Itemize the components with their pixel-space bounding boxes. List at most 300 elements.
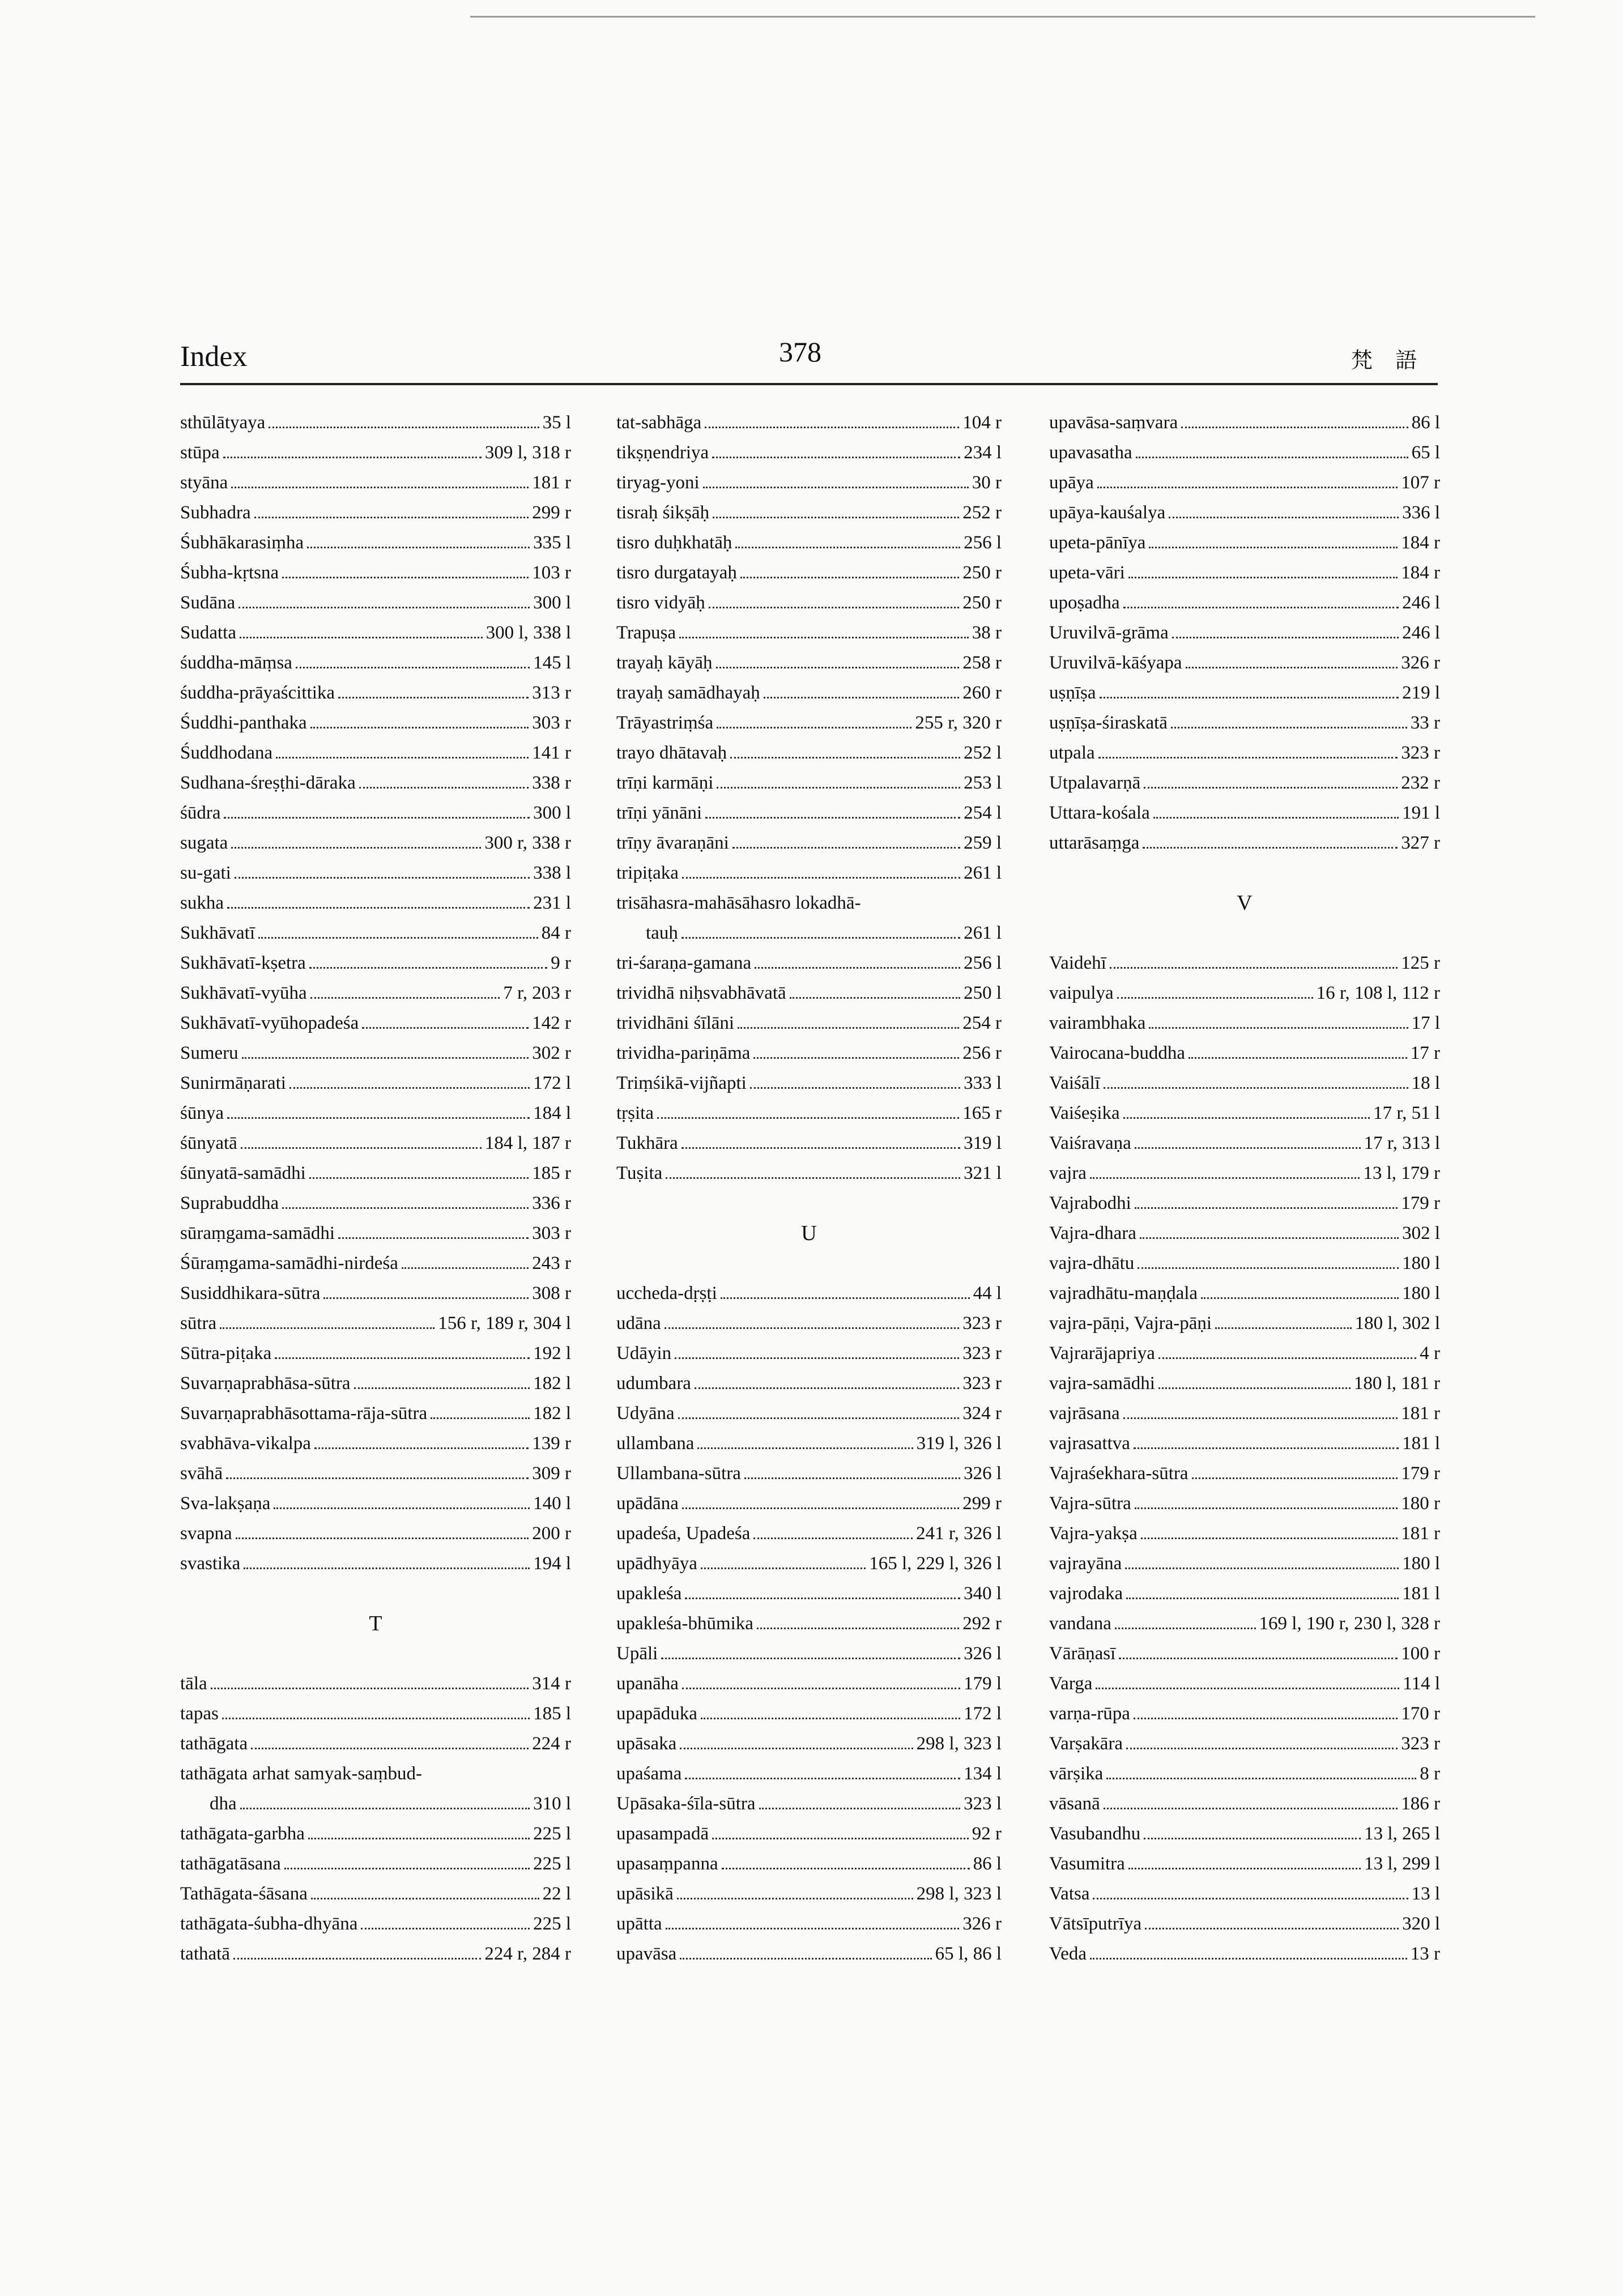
dot-leader — [254, 517, 529, 518]
dot-leader — [716, 667, 960, 668]
index-entry — [180, 528, 571, 558]
dot-leader — [231, 847, 481, 849]
entry-page-ref: 8 r — [1420, 1763, 1440, 1784]
index-entry — [1049, 1309, 1440, 1339]
index-entry — [1049, 1699, 1440, 1729]
entry-term: śūdra — [180, 803, 221, 823]
index-entry — [1049, 528, 1440, 558]
entry-page-ref: 16 r, 108 l, 112 r — [1316, 983, 1440, 1003]
index-entry — [616, 1068, 1002, 1098]
entry-term: Trāyastriṃśa — [616, 713, 714, 733]
entry-term: Subhadra — [180, 502, 251, 523]
entry-term: Sukhāvatī — [180, 923, 255, 943]
entry-term: svabhāva-vikalpa — [180, 1433, 311, 1454]
index-entry — [616, 1639, 1002, 1669]
entry-term: vāsanā — [1049, 1794, 1100, 1814]
index-entry — [180, 798, 571, 828]
dot-leader — [1093, 1898, 1408, 1899]
entry-term: Sudatta — [180, 623, 236, 643]
entry-page-ref: 172 l — [533, 1073, 571, 1093]
dot-leader — [274, 1507, 530, 1509]
entry-term: Vajra-sūtra — [1049, 1493, 1131, 1514]
dot-leader — [402, 1267, 529, 1269]
dot-leader — [1136, 457, 1408, 458]
section-heading: T — [369, 1612, 382, 1635]
entry-page-ref: 13 r — [1410, 1944, 1440, 1964]
entry-term: utpala — [1049, 743, 1095, 763]
dot-leader — [1090, 1177, 1360, 1179]
index-entry — [1049, 408, 1440, 438]
entry-page-ref: 298 l, 323 l — [916, 1733, 1002, 1754]
entry-page-ref: 184 l — [533, 1103, 571, 1123]
index-entry — [1049, 1849, 1440, 1879]
index-entry — [616, 1789, 1002, 1819]
dot-leader — [236, 1537, 529, 1539]
index-entry — [616, 1699, 1002, 1729]
entry-term: Sukhāvatī-vyūhopadeśa — [180, 1013, 359, 1033]
index-entry — [180, 468, 571, 498]
index-column-3 — [1049, 408, 1440, 1969]
dot-leader — [709, 607, 960, 608]
dot-leader — [712, 1838, 969, 1839]
index-entry — [616, 1909, 1002, 1939]
dot-leader — [717, 727, 911, 729]
index-entry — [616, 438, 1002, 468]
entry-term: udumbara — [616, 1373, 691, 1394]
entry-page-ref: 107 r — [1401, 472, 1440, 493]
entry-term: tapas — [180, 1703, 219, 1724]
dot-leader — [730, 757, 960, 759]
entry-page-ref: 259 l — [964, 833, 1002, 853]
dot-leader — [251, 1748, 529, 1749]
entry-page-ref: 191 l — [1402, 803, 1440, 823]
entry-term: uccheda-dṛṣṭi — [616, 1283, 717, 1304]
index-entry — [180, 1008, 571, 1038]
index-entry — [616, 1038, 1002, 1068]
dot-leader — [1149, 1027, 1408, 1029]
entry-term: śūnyatā-samādhi — [180, 1163, 306, 1183]
index-entry — [1049, 1939, 1440, 1969]
index-entry — [616, 408, 1002, 438]
dot-leader — [1126, 1748, 1398, 1749]
dot-leader — [753, 1537, 913, 1539]
entry-page-ref: 200 r — [532, 1523, 571, 1544]
dot-leader — [666, 1177, 960, 1179]
index-entry — [616, 858, 1002, 888]
index-entry — [1049, 1819, 1440, 1849]
entry-term: upādāna — [616, 1493, 679, 1514]
dot-leader — [240, 637, 483, 638]
entry-term: Tathāgata-śāsana — [180, 1884, 308, 1904]
entry-page-ref: 246 l — [1402, 593, 1440, 613]
index-entry — [1049, 798, 1440, 828]
entry-term: upakleśa — [616, 1583, 682, 1604]
entry-page-ref: 326 l — [964, 1643, 1002, 1664]
entry-page-ref: 180 l, 302 l — [1354, 1313, 1440, 1334]
index-entry — [616, 678, 1002, 708]
dot-leader — [685, 1598, 960, 1599]
entry-term: trayaḥ samādhayaḥ — [616, 683, 760, 703]
entry-page-ref: 323 r — [962, 1313, 1002, 1334]
dot-leader — [678, 1417, 960, 1419]
index-entry — [616, 1369, 1002, 1399]
entry-page-ref: 326 r — [962, 1914, 1002, 1934]
index-entry — [1049, 1068, 1440, 1098]
index-entry — [616, 558, 1002, 588]
entry-page-ref: 319 l, 326 l — [916, 1433, 1002, 1454]
index-entry — [1049, 468, 1440, 498]
entry-term: vajra — [1049, 1163, 1087, 1183]
index-entry — [180, 1849, 571, 1879]
dot-leader — [677, 1898, 913, 1899]
dot-leader — [354, 1387, 530, 1389]
section-heading: V — [1237, 891, 1253, 915]
entry-term: śuddha-māṃsa — [180, 653, 292, 673]
dot-leader — [226, 1477, 529, 1479]
entry-term: uṣṇīṣa-śiraskatā — [1049, 713, 1168, 733]
entry-page-ref: 299 r — [962, 1493, 1002, 1514]
dot-leader — [241, 1147, 482, 1149]
entry-term: trayo dhātavaḥ — [616, 743, 727, 763]
dot-leader — [750, 1087, 960, 1089]
entry-term: vaipulya — [1049, 983, 1114, 1003]
index-entry — [616, 1819, 1002, 1849]
index-column-1 — [180, 408, 571, 1969]
entry-term: tathāgata-garbha — [180, 1824, 305, 1844]
entry-page-ref: 232 r — [1401, 773, 1440, 793]
dot-leader — [338, 697, 529, 698]
dot-leader — [679, 637, 969, 638]
entry-term: śuddha-prāyaścittika — [180, 683, 335, 703]
entry-page-ref: 256 r — [962, 1043, 1002, 1063]
dot-leader — [282, 1207, 529, 1209]
dot-leader — [680, 1748, 913, 1749]
entry-page-ref: 246 l — [1402, 623, 1440, 643]
dot-leader — [1106, 1778, 1416, 1779]
index-column-2 — [616, 408, 1002, 1969]
entry-page-ref: 224 r — [532, 1733, 571, 1754]
dot-leader — [361, 1928, 530, 1929]
dot-leader — [1189, 1057, 1407, 1059]
entry-term: Vajra-dhara — [1049, 1223, 1136, 1243]
entry-page-ref: 86 l — [973, 1854, 1002, 1874]
entry-term: Vajra-yakṣa — [1049, 1523, 1138, 1544]
entry-term: tisro vidyāḥ — [616, 593, 705, 613]
entry-term: upavāsa-saṃvara — [1049, 412, 1178, 433]
entry-page-ref: 302 r — [532, 1043, 571, 1063]
entry-term: upeta-pānīya — [1049, 533, 1146, 553]
dot-leader — [309, 1177, 529, 1179]
entry-page-ref: 310 l — [533, 1794, 571, 1814]
entry-page-ref: 44 l — [973, 1283, 1002, 1304]
entry-term: upanāha — [616, 1673, 679, 1694]
entry-term: vajra-samādhi — [1049, 1373, 1155, 1394]
entry-page-ref: 219 l — [1402, 683, 1440, 703]
index-entry — [180, 618, 571, 648]
entry-term: Udāyin — [616, 1343, 672, 1364]
entry-term: Vaidehī — [1049, 953, 1106, 973]
entry-term: upātta — [616, 1914, 662, 1934]
entry-page-ref: 184 r — [1401, 563, 1440, 583]
dot-leader — [682, 1507, 959, 1509]
entry-term: stūpa — [180, 442, 220, 463]
index-entry — [180, 1459, 571, 1489]
dot-leader — [1144, 1838, 1361, 1839]
entry-page-ref: 13 l, 179 r — [1363, 1163, 1440, 1183]
dot-leader — [682, 1688, 960, 1689]
index-entry — [1049, 558, 1440, 588]
dot-leader — [1135, 1507, 1398, 1509]
entry-page-ref: 253 l — [964, 773, 1002, 793]
index-entry — [616, 1098, 1002, 1128]
index-entry — [180, 1279, 571, 1309]
dot-leader — [1115, 1628, 1256, 1629]
entry-page-ref: 165 r — [962, 1103, 1002, 1123]
index-entry — [616, 768, 1002, 798]
dot-leader — [680, 1958, 931, 1960]
entry-page-ref: 303 r — [532, 713, 571, 733]
index-entry — [180, 1939, 571, 1969]
entry-page-ref: 84 r — [541, 923, 571, 943]
entry-page-ref: 256 l — [964, 533, 1002, 553]
dot-leader — [1128, 577, 1398, 578]
entry-term: Śuddhi-panthaka — [180, 713, 307, 733]
dot-leader — [1186, 667, 1398, 668]
index-entry — [180, 828, 571, 858]
dot-leader — [240, 1808, 530, 1809]
index-entry — [616, 1279, 1002, 1309]
index-entry-term-line: trisāhasra-mahāsāhasro lokadhā- — [616, 893, 861, 913]
entry-page-ref: 179 l — [964, 1673, 1002, 1694]
entry-term-continued: dha — [210, 1794, 237, 1814]
index-entry — [1049, 1249, 1440, 1279]
index-entry — [1049, 438, 1440, 468]
dot-leader — [276, 757, 529, 759]
entry-page-ref: 13 l, 299 l — [1364, 1854, 1440, 1874]
index-entry — [1049, 588, 1440, 618]
dot-leader — [227, 907, 530, 909]
index-entry — [616, 1879, 1002, 1909]
entry-page-ref: 309 r — [532, 1463, 571, 1484]
entry-term: vārṣika — [1049, 1763, 1104, 1784]
dot-leader — [223, 457, 482, 458]
entry-term: Sunirmāṇarati — [180, 1073, 286, 1093]
entry-term: Vasumitra — [1049, 1854, 1125, 1874]
index-entry — [616, 1609, 1002, 1639]
dot-leader — [1138, 1267, 1399, 1269]
entry-page-ref: 302 l — [1402, 1223, 1440, 1243]
entry-page-ref: 250 r — [962, 563, 1002, 583]
entry-term: Sumeru — [180, 1043, 238, 1063]
entry-page-ref: 156 r, 189 r, 304 l — [438, 1313, 571, 1334]
index-entry — [616, 1939, 1002, 1969]
entry-term: sukha — [180, 893, 224, 913]
entry-page-ref: 184 l, 187 r — [484, 1133, 571, 1153]
dot-leader — [1119, 1658, 1398, 1659]
entry-page-ref: 308 r — [532, 1283, 571, 1304]
entry-page-ref: 104 r — [962, 412, 1002, 433]
entry-term: Suvarṇaprabhāsa-sūtra — [180, 1373, 351, 1394]
entry-page-ref: 65 l, 86 l — [935, 1944, 1002, 1964]
entry-term: trīṇi yānāni — [616, 803, 702, 823]
entry-term: Vaiśravaṇa — [1049, 1133, 1131, 1153]
entry-term: Vajrarājapriya — [1049, 1343, 1155, 1364]
dot-leader — [362, 1027, 529, 1029]
index-entry — [180, 1879, 571, 1909]
dot-leader — [664, 1327, 959, 1329]
entry-term: sūtra — [180, 1313, 217, 1334]
entry-page-ref: 326 r — [1401, 653, 1440, 673]
entry-page-ref: 298 l, 323 l — [916, 1884, 1002, 1904]
entry-page-ref: 234 l — [964, 442, 1002, 463]
dot-leader — [740, 577, 959, 578]
entry-page-ref: 319 l — [964, 1133, 1002, 1153]
entry-term: Śūraṃgama-samādhi-nirdeśa — [180, 1253, 398, 1273]
entry-page-ref: 300 l — [533, 803, 571, 823]
index-entry — [616, 618, 1002, 648]
entry-term: upādhyāya — [616, 1553, 697, 1574]
index-entry — [1049, 1219, 1440, 1249]
dot-leader — [233, 1958, 481, 1960]
entry-term: svastika — [180, 1553, 241, 1574]
dot-leader — [705, 817, 960, 819]
entry-page-ref: 180 l — [1402, 1253, 1440, 1273]
index-entry — [180, 588, 571, 618]
entry-term: Udyāna — [616, 1403, 675, 1424]
index-entry — [1049, 498, 1440, 528]
entry-page-ref: 323 r — [1401, 1733, 1440, 1754]
dot-leader — [1126, 1598, 1399, 1599]
entry-page-ref: 18 l — [1411, 1073, 1440, 1093]
dot-leader — [1171, 727, 1407, 729]
dot-leader — [1100, 697, 1399, 698]
entry-term: vajra-dhātu — [1049, 1253, 1135, 1273]
entry-term: Suvarṇaprabhāsottama-rāja-sūtra — [180, 1403, 428, 1424]
dot-leader — [284, 1868, 530, 1869]
entry-page-ref: 258 r — [962, 653, 1002, 673]
dot-leader — [1145, 1928, 1399, 1929]
entry-term: uṣṇīṣa — [1049, 683, 1096, 703]
index-entry — [1049, 1519, 1440, 1549]
entry-term: udāna — [616, 1313, 661, 1334]
entry-page-ref: 313 r — [532, 683, 571, 703]
index-entry — [1049, 1429, 1440, 1459]
entry-term: tikṣṇendriya — [616, 442, 709, 463]
dot-leader — [1135, 1207, 1398, 1209]
index-entry — [180, 1819, 571, 1849]
dot-leader — [1140, 1237, 1399, 1239]
dot-leader — [735, 547, 960, 548]
dot-leader — [1123, 607, 1399, 608]
entry-page-ref: 38 r — [972, 623, 1002, 643]
dot-leader — [238, 607, 530, 608]
entry-page-ref: 224 r, 284 r — [484, 1944, 571, 1964]
entry-page-ref: 125 r — [1401, 953, 1440, 973]
dot-leader — [1144, 787, 1398, 789]
index-entry — [1049, 978, 1440, 1008]
index-entry — [1049, 828, 1440, 858]
entry-term: Triṃśikā-vijñapti — [616, 1073, 747, 1093]
entry-page-ref: 65 l — [1411, 442, 1440, 463]
dot-leader — [1123, 1417, 1398, 1419]
index-entry — [1049, 1789, 1440, 1819]
entry-page-ref: 114 l — [1403, 1673, 1440, 1694]
index-entry — [1049, 1489, 1440, 1519]
index-entry — [1049, 1189, 1440, 1219]
entry-term: Sūtra-piṭaka — [180, 1343, 272, 1364]
entry-page-ref: 250 r — [962, 593, 1002, 613]
index-entry — [616, 1549, 1002, 1579]
entry-term: Sudhana-śreṣṭhi-dāraka — [180, 773, 356, 793]
entry-page-ref: 261 l — [964, 863, 1002, 883]
index-entry — [616, 1669, 1002, 1699]
dot-leader — [211, 1688, 529, 1689]
index-entry — [1049, 1549, 1440, 1579]
entry-term: tathāgatāsana — [180, 1854, 281, 1874]
entry-page-ref: 321 l — [964, 1163, 1002, 1183]
entry-term: tat-sabhāga — [616, 412, 702, 433]
dot-leader — [1134, 1718, 1398, 1719]
entry-page-ref: 180 l, 181 r — [1353, 1373, 1440, 1394]
entry-term: Suprabuddha — [180, 1193, 279, 1213]
entry-page-ref: 180 l — [1402, 1283, 1440, 1304]
dot-leader — [717, 787, 960, 789]
entry-page-ref: 100 r — [1401, 1643, 1440, 1664]
entry-term: Vajrabodhi — [1049, 1193, 1131, 1213]
entry-term: Varga — [1049, 1673, 1093, 1694]
dot-leader — [296, 667, 530, 668]
entry-term: upāsaka — [616, 1733, 677, 1754]
entry-page-ref: 323 r — [962, 1343, 1002, 1364]
entry-term: sthūlātyaya — [180, 412, 266, 433]
entry-page-ref: 327 r — [1401, 833, 1440, 853]
index-entry — [180, 438, 571, 468]
entry-term: trīṇi karmāṇi — [616, 773, 714, 793]
entry-page-ref: 323 r — [1401, 743, 1440, 763]
entry-term: tisro durgatayaḥ — [616, 563, 737, 583]
dot-leader — [275, 1357, 530, 1359]
index-entry — [180, 1189, 571, 1219]
entry-page-ref: 181 r — [1401, 1403, 1440, 1424]
index-entry — [616, 1008, 1002, 1038]
index-entry — [180, 498, 571, 528]
entry-term: upāya — [1049, 472, 1094, 493]
entry-term: varṇa-rūpa — [1049, 1703, 1130, 1724]
dot-leader — [1201, 1297, 1399, 1299]
index-entry — [616, 1339, 1002, 1369]
entry-term: tathāgata-śubha-dhyāna — [180, 1914, 358, 1934]
script-label: 梵 語 — [1351, 348, 1425, 373]
entry-term-continued: tauḥ — [646, 923, 678, 943]
entry-page-ref: 314 r — [532, 1673, 571, 1694]
entry-term: tathāgata — [180, 1733, 248, 1754]
index-entry — [616, 1759, 1002, 1789]
entry-page-ref: 300 l — [533, 593, 571, 613]
dot-leader — [235, 877, 530, 879]
dot-leader — [1143, 847, 1398, 849]
index-entry — [1049, 1128, 1440, 1158]
index-entry — [180, 1249, 571, 1279]
dot-leader — [282, 577, 529, 578]
dot-leader — [1158, 1387, 1351, 1389]
entry-term: upadeśa, Upadeśa — [616, 1523, 751, 1544]
entry-term: Sva-lakṣaṇa — [180, 1493, 271, 1514]
index-entry — [616, 738, 1002, 768]
header-rule — [180, 383, 1438, 385]
page-number: 378 — [779, 336, 821, 368]
dot-leader — [703, 487, 969, 488]
entry-page-ref: 254 r — [962, 1013, 1002, 1033]
